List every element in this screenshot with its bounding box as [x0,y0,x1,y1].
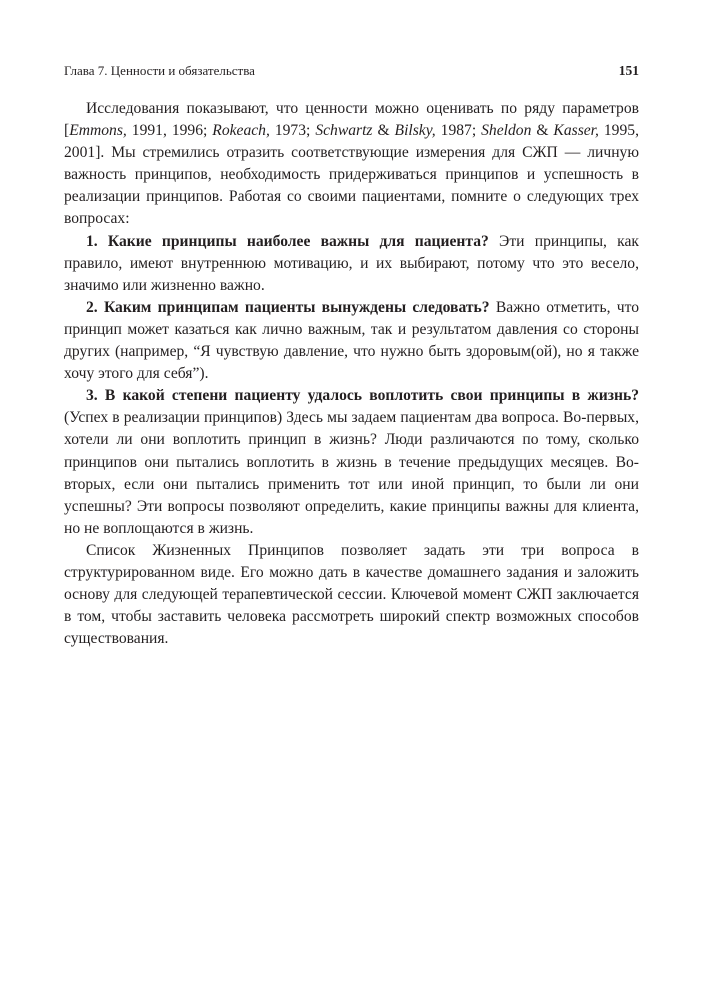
citation-author: Rokeach, [212,122,270,140]
text-run: 1987; [435,122,482,140]
question-heading: 1. Какие принципы наиболее важны для пациента? [86,232,489,250]
body-text [64,98,639,650]
citation-author: Schwartz [315,122,373,140]
text-run: & [372,122,395,140]
chapter-title: Глава 7. Ценности и обязательства [64,63,255,78]
citation-author: Emmons, [69,122,127,140]
text-run: 1995, 2001]. Мы стремились отразить соответствующие измерения для СЖП — личную важность принципов, необходимость придерживаться принципов и успешность в реализации принципов. Работая со своими пациентами, помните о следующих трех вопросах: [64,122,639,228]
question-text: Важно отметить, что принцип может казаться как лично важным, так и результатом давления со стороны других (например, “Я чувствую давление, что нужно быть здоровым(ой), но я также хочу этого для себя”). [64,298,639,383]
citation-author: Bilsky, [394,122,436,140]
text-run: 1973; [269,122,316,140]
paragraph-text: Список Жизненных Принципов позволяет задать эти три вопроса в структурированном виде. Его можно дать в качестве домашнего задания и заложить основу для следующей терапевтической сессии. Ключевой момент СЖП заключается в том, чтобы заставить человека рассмотреть широкий спектр возможных способов существования. [64,541,639,648]
question-text: Эти принципы, как правило, имеют внутреннюю мотивацию, и их выбирают, потому что это весело, значимо или жизненно важно. [64,232,640,294]
text-run: Исследования показывают, что ценности можно оценивать по ряду параметров [ [64,100,639,140]
question-heading: 3. В какой степени пациенту удалось воплотить свои принципы в жизнь? [86,387,639,405]
question-heading: 2. Каким принципам пациенты вынуждены следовать? [86,298,490,316]
book-page [64,62,639,650]
citation-author: Kasser, [553,122,599,140]
paragraph-conclusion [64,540,639,650]
paragraph-intro [64,98,639,231]
paragraph-question-3 [64,385,639,540]
page-number: 151 [618,63,639,78]
citation-author: Sheldon [481,122,532,140]
text-run: & [531,122,554,140]
paragraph-question-2 [64,297,639,385]
text-run: 1991, 1996; [126,122,213,140]
paragraph-question-1 [64,231,639,297]
question-text: (Успех в реализации принципов) Здесь мы задаем пациентам два вопроса. Во-первых, хотели ли они воплотить принцип в жизнь? Люди различаются по тому, сколько принципов они пытались воплотить в жизнь в течение предыдущих месяцев. Во-вторых, если они пытались применить тот или иной принцип, то были ли они успешны? Эти вопросы позволяют определить, какие принципы важны для клиента, но не воплощаются в жизнь. [64,409,639,537]
running-header [64,62,639,80]
